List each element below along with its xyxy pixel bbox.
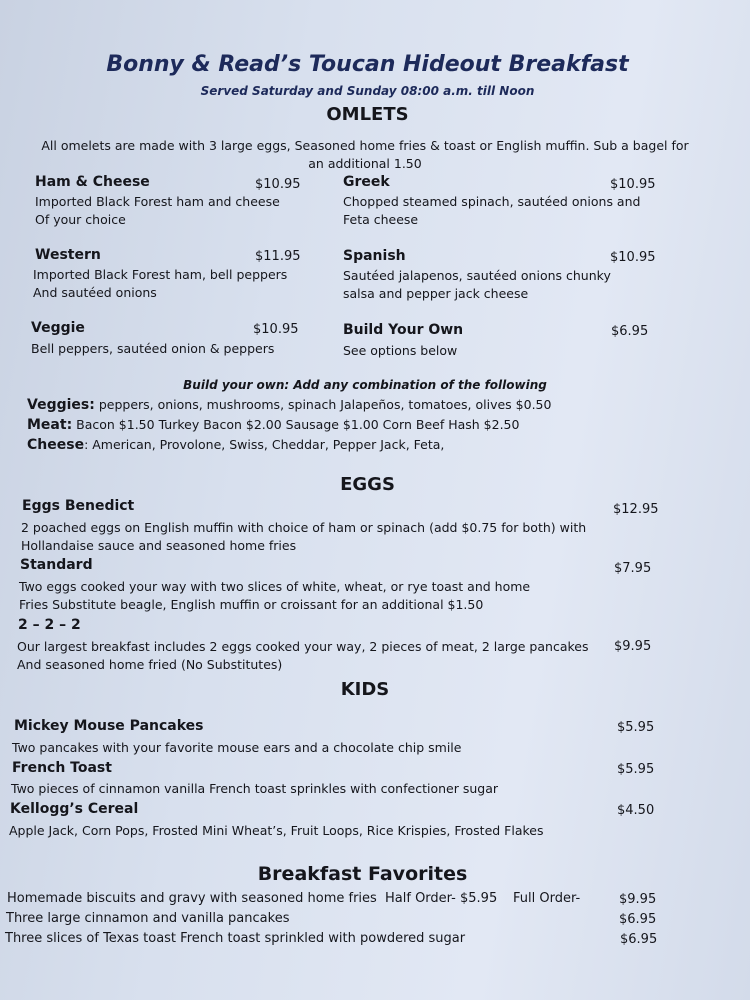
item-price: $6.95 <box>611 324 649 339</box>
item-description: Two eggs cooked your way with two slices of white, wheat, or rye toast and home <box>19 579 531 594</box>
item-name: 2 – 2 – 2 <box>18 617 81 633</box>
item-price: $9.95 <box>614 639 652 654</box>
item-description: Of your choice <box>35 212 126 227</box>
meat-list: Bacon $1.50 Turkey Bacon $2.00 Sausage $1.00 Corn Beef Hash $2.50 <box>76 417 520 432</box>
item-price: $10.95 <box>255 177 301 192</box>
item-description: Imported Black Forest ham, bell peppers <box>33 267 288 282</box>
item-price: $10.95 <box>610 250 656 265</box>
item-description: Our largest breakfast includes 2 eggs cooked your way, 2 pieces of meat, 2 large pancakes <box>17 639 589 654</box>
item-name: Kellogg’s Cereal <box>10 801 139 817</box>
item-name: Standard <box>20 557 93 573</box>
item-description: Apple Jack, Corn Pops, Frosted Mini Wheat’s, Fruit Loops, Rice Krispies, Frosted Flakes <box>9 823 544 838</box>
item-description: Feta cheese <box>343 212 419 227</box>
menu-title: Bonny & Read’s Toucan Hideout Breakfast <box>106 52 629 77</box>
item-price: $7.95 <box>614 561 652 576</box>
kids-heading: KIDS <box>340 679 390 700</box>
item-full-order: Full Order- <box>513 891 581 906</box>
item-price: $11.95 <box>255 249 301 264</box>
meat-label: Meat: <box>27 417 73 433</box>
item-description: And seasoned home fried (No Substitutes) <box>17 657 283 672</box>
veggies-list: peppers, onions, mushrooms, spinach Jalapeños, tomatoes, olives $0.50 <box>98 397 552 412</box>
item-name: Spanish <box>343 248 406 264</box>
cheese-label: Cheese <box>27 437 85 453</box>
cheese-options <box>27 437 444 453</box>
item-price: $5.95 <box>617 762 655 777</box>
favorites-heading: Breakfast Favorites <box>257 863 468 885</box>
item-price: $4.50 <box>617 803 655 818</box>
item-description: salsa and pepper jack cheese <box>343 286 529 301</box>
item-description: Hollandaise sauce and seasoned home fries <box>21 538 297 553</box>
cheese-list: : American, Provolone, Swiss, Cheddar, Pepper Jack, Feta, <box>84 437 445 452</box>
item-name: Build Your Own <box>343 322 464 338</box>
item-price: $6.95 <box>619 912 657 927</box>
item-name: French Toast <box>12 760 112 776</box>
item-description: Chopped steamed spinach, sautéed onions and <box>343 194 641 209</box>
item-price: $6.95 <box>620 932 658 947</box>
item-price: $12.95 <box>613 502 659 517</box>
item-name: Three slices of Texas toast French toast sprinkled with powdered sugar <box>5 931 466 946</box>
item-description: Two pieces of cinnamon vanilla French toast sprinkles with confectioner sugar <box>11 781 498 796</box>
veggies-label: Veggies: <box>27 397 95 413</box>
item-name: Veggie <box>31 320 85 336</box>
eggs-heading: EGGS <box>340 474 395 495</box>
item-price: $5.95 <box>617 720 655 735</box>
item-description: Sautéed jalapenos, sautéed onions chunky <box>343 268 611 283</box>
item-half-order: Half Order- $5.95 <box>385 891 498 906</box>
item-name: Eggs Benedict <box>22 498 135 514</box>
veggies-options <box>27 397 551 413</box>
omelets-heading: OMLETS <box>326 104 409 125</box>
item-name: Homemade biscuits and gravy with seasoned home fries <box>7 891 377 906</box>
item-description: 2 poached eggs on English muffin with choice of ham or spinach (add $0.75 for both) with <box>21 520 587 535</box>
menu-subtitle: Served Saturday and Sunday 08:00 a.m. till Noon <box>200 84 535 98</box>
build-your-own-heading: Build your own: Add any combination of the following <box>183 378 547 392</box>
item-name: Ham & Cheese <box>35 174 150 190</box>
item-description: Bell peppers, sautéed onion & peppers <box>31 341 275 356</box>
item-description: Two pancakes with your favorite mouse ears and a chocolate chip smile <box>12 740 462 755</box>
item-price: $10.95 <box>610 177 656 192</box>
item-description: See options below <box>343 343 458 358</box>
item-price: $9.95 <box>619 892 657 907</box>
item-description: Fries Substitute beagle, English muffin or croissant for an additional $1.50 <box>19 597 484 612</box>
item-name: Mickey Mouse Pancakes <box>14 718 204 734</box>
item-price: $10.95 <box>253 322 299 337</box>
item-name: Greek <box>343 174 390 190</box>
meat-options <box>27 417 519 433</box>
item-description: Imported Black Forest ham and cheese <box>35 194 280 209</box>
omelets-intro: All omelets are made with 3 large eggs, Seasoned home fries & toast or English muffin. Sub a bagel for an additional 1.50 <box>41 138 689 171</box>
item-description: And sautéed onions <box>33 285 157 300</box>
item-name: Three large cinnamon and vanilla pancakes <box>6 911 290 926</box>
item-name: Western <box>35 247 101 263</box>
